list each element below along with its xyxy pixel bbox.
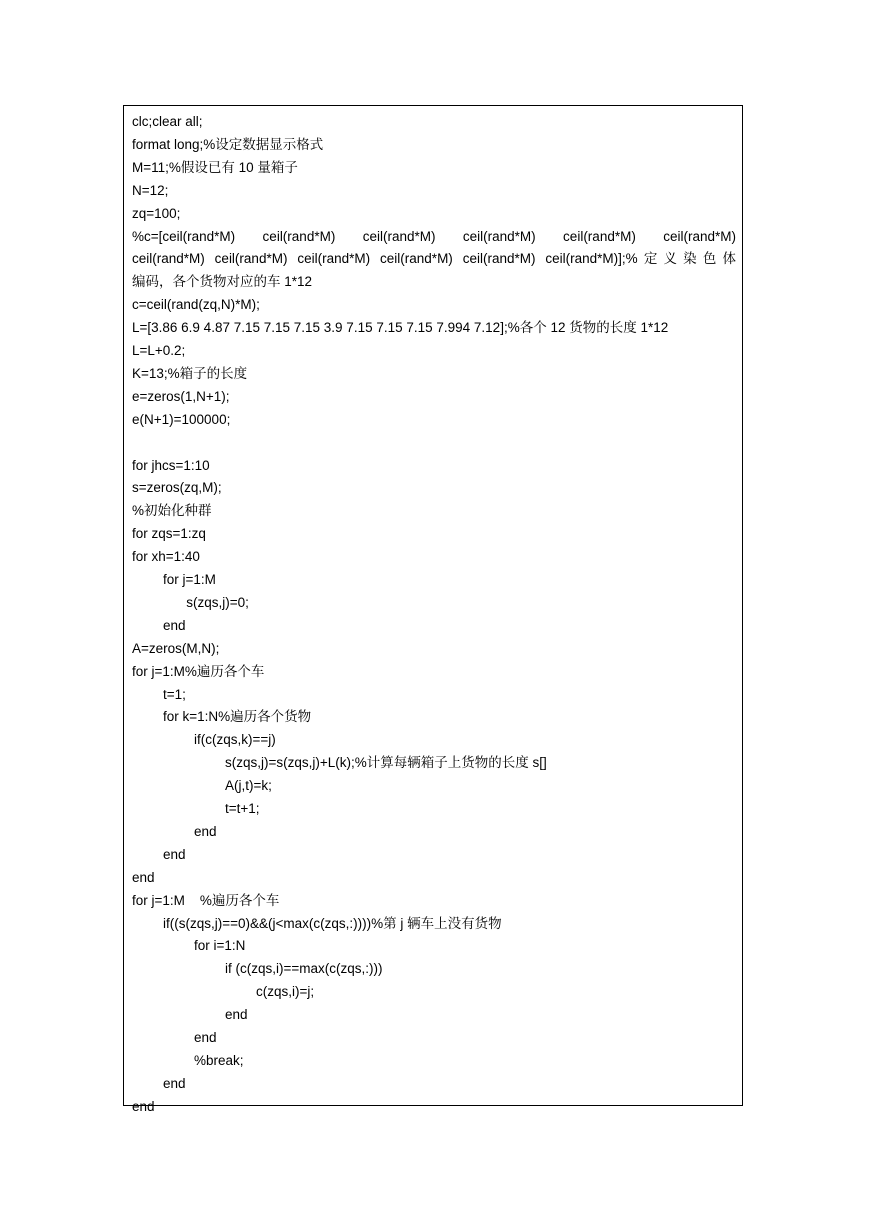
code-line: if(c(zqs,k)==j) (194, 732, 276, 748)
code-line: t=t+1; (225, 801, 260, 816)
code-line: s(zqs,j)=0; (186, 594, 249, 610)
code-line: end (163, 617, 186, 633)
code-line: e=zeros(1,N+1); (132, 388, 230, 404)
code-line: A=zeros(M,N); (132, 640, 220, 656)
code-line: c=ceil(rand(zq,N)*M); (132, 297, 260, 313)
code-line: L=L+0.2; (132, 343, 186, 358)
code-line: for i=1:N (194, 938, 246, 954)
code-line: end (132, 869, 155, 885)
code-line: for j=1:M (163, 572, 216, 587)
code-line: for zqs=1:zq (132, 526, 206, 542)
code-line: %初始化种群 (132, 503, 212, 519)
code-listing-box (123, 105, 743, 1114)
code-line: A(j,t)=k; (225, 778, 272, 794)
code-line: end (163, 1075, 186, 1091)
code-line: end (163, 846, 186, 862)
code-line: for j=1:M%遍历各个车 (132, 663, 265, 679)
code-line: end (225, 1007, 248, 1023)
code-line: for k=1:N%遍历各个货物 (163, 709, 312, 725)
code-line: for xh=1:40 (132, 549, 200, 565)
code-line: if((s(zqs,j)==0)&&(j<max(c(zqs,:))))%第 j 辆车上没有货物 (163, 915, 502, 931)
code-line: %break; (194, 1052, 244, 1068)
code-line: for j=1:M %遍历各个车 (132, 892, 280, 908)
code-line: if (c(zqs,i)==max(c(zqs,:))) (225, 961, 383, 977)
code-line: zq=100; (132, 205, 181, 221)
code-line: for jhcs=1:10 (132, 457, 210, 473)
code-line: %c=[ceil(rand*M) ceil(rand*M) ceil(rand*M) ceil(rand*M) ceil(rand*M) ceil(rand*M) (132, 228, 736, 244)
code-line: end (194, 1030, 217, 1045)
code-line: 编码，各个货物对应的车 1*12 (132, 274, 313, 290)
blank-line (132, 432, 736, 455)
code-line: e(N+1)=100000; (132, 411, 231, 427)
code-line: N=12; (132, 182, 169, 198)
code-line: s=zeros(zq,M); (132, 480, 222, 496)
code-line: M=11;%假设已有 10 量箱子 (132, 159, 298, 175)
code-line: clc;clear all; (132, 114, 203, 129)
code-line: c(zqs,i)=j; (256, 984, 315, 1000)
code-line: end (194, 823, 217, 839)
code-line: s(zqs,j)=s(zqs,j)+L(k);%计算每辆箱子上货物的长度 s[] (225, 755, 547, 771)
code-line: L=[3.86 6.9 4.87 7.15 7.15 7.15 3.9 7.15 7.15 7.15 7.994 7.12];%各个 12 货物的长度 1*12 (132, 320, 669, 336)
code-line: K=13;%箱子的长度 (132, 365, 248, 381)
code-line: end (132, 1098, 155, 1114)
code-line: format long;%设定数据显示格式 (132, 136, 324, 152)
code-line: t=1; (163, 686, 186, 702)
code-line: ceil(rand*M) ceil(rand*M) ceil(rand*M) ceil(rand*M) ceil(rand*M) ceil(rand*M)];%定义染色体 (132, 251, 736, 267)
